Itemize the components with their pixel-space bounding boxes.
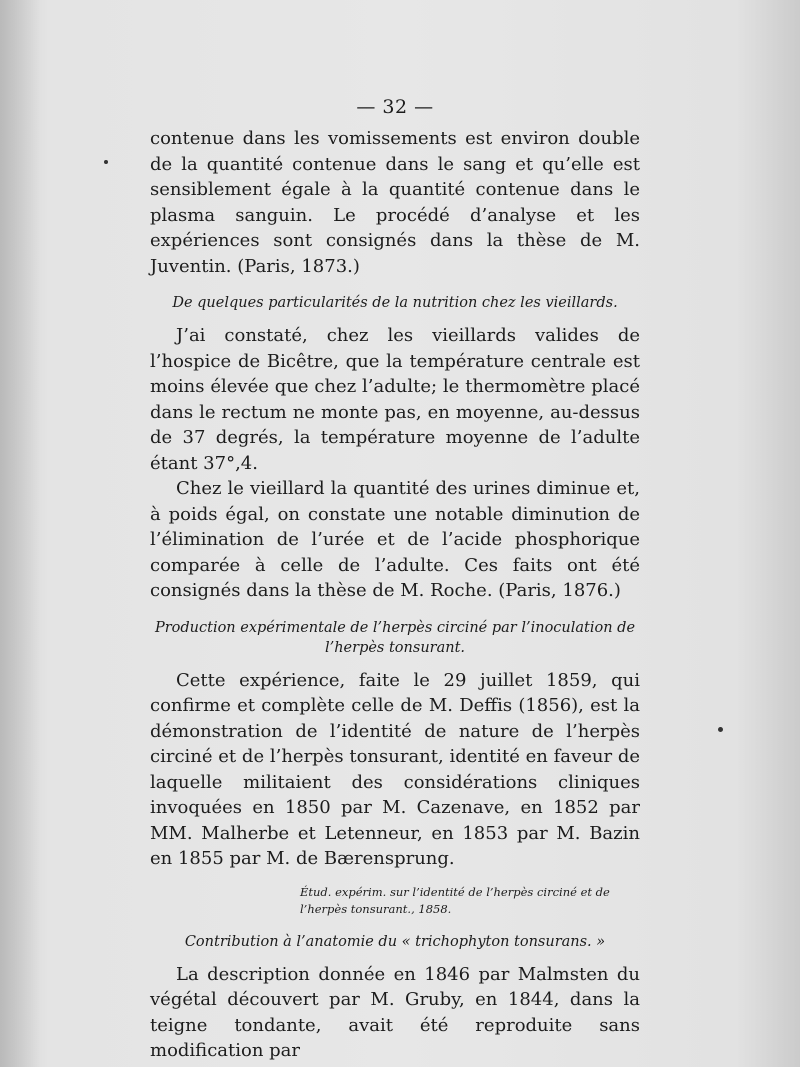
spine-shadow xyxy=(0,0,40,1067)
paragraph-urines: Chez le vieillard la quantité des urines diminue et, à poids égal, on constate une notable diminution de l’élimination de l’urée et de l’acide phosphorique comparée à celle de l’adulte. Ces faits ont été consignés dans la thèse de M. Roche. (Paris, 1876.) xyxy=(150,478,640,601)
speck xyxy=(718,727,723,732)
paragraph-experience: Cette expérience, faite le 29 juillet 1859, qui confirme et complète celle de M. Deffis (1856), est la démonstration de l’identité de nature de l’herpès circiné et de l’herpès tonsurant, identité en faveur de laquelle militaient des considérations cliniques invoquées en 1850 par M. Cazenave, en 1852 par MM. Malherbe et Letenneur, en 1853 par M. Bazin en 1855 par M. de Bærensprung. xyxy=(150,669,640,869)
paragraph-description: La description donnée en 1846 par Malmsten du végétal découvert par M. Gruby, en 1844, dans la teigne tondante, avait été reproduite sans modification par xyxy=(150,963,640,1061)
heading-trichophyton: Contribution à l’anatomie du « trichophyton tonsurans. » xyxy=(184,933,606,950)
text-block xyxy=(150,96,640,1064)
paragraph-vomissements: contenue dans les vomissements est environ double de la quantité contenue dans le sang et qu’elle est sensiblement égale à la quantité contenue dans le plasma sanguin. Le procédé d’analyse et les expériences sont consignés dans la thèse de M. Juventin. (Paris, 1873.) xyxy=(150,128,640,277)
page-number: — 32 — xyxy=(356,96,434,118)
speck xyxy=(104,160,108,164)
footnote-reference: Étud. expérim. sur l’identité de l’herpès circiné et de l’herpès tonsurant., 1858. xyxy=(300,884,610,916)
heading-herpes: Production expérimentale de l’herpès circiné par l’inoculation de l’herpès tonsurant. xyxy=(154,619,636,656)
heading-nutrition-vieillards: De quelques particularités de la nutrition chez les vieillards. xyxy=(172,295,618,311)
paragraph-temperature: J’ai constaté, chez les vieillards valides de l’hospice de Bicêtre, que la température centrale est moins élevée que chez l’adulte; le thermomètre placé dans le rectum ne monte pas, en moyenne, au-dessus de 37 degrés, la température moyenne de l’adulte étant 37°,4. xyxy=(150,325,640,474)
